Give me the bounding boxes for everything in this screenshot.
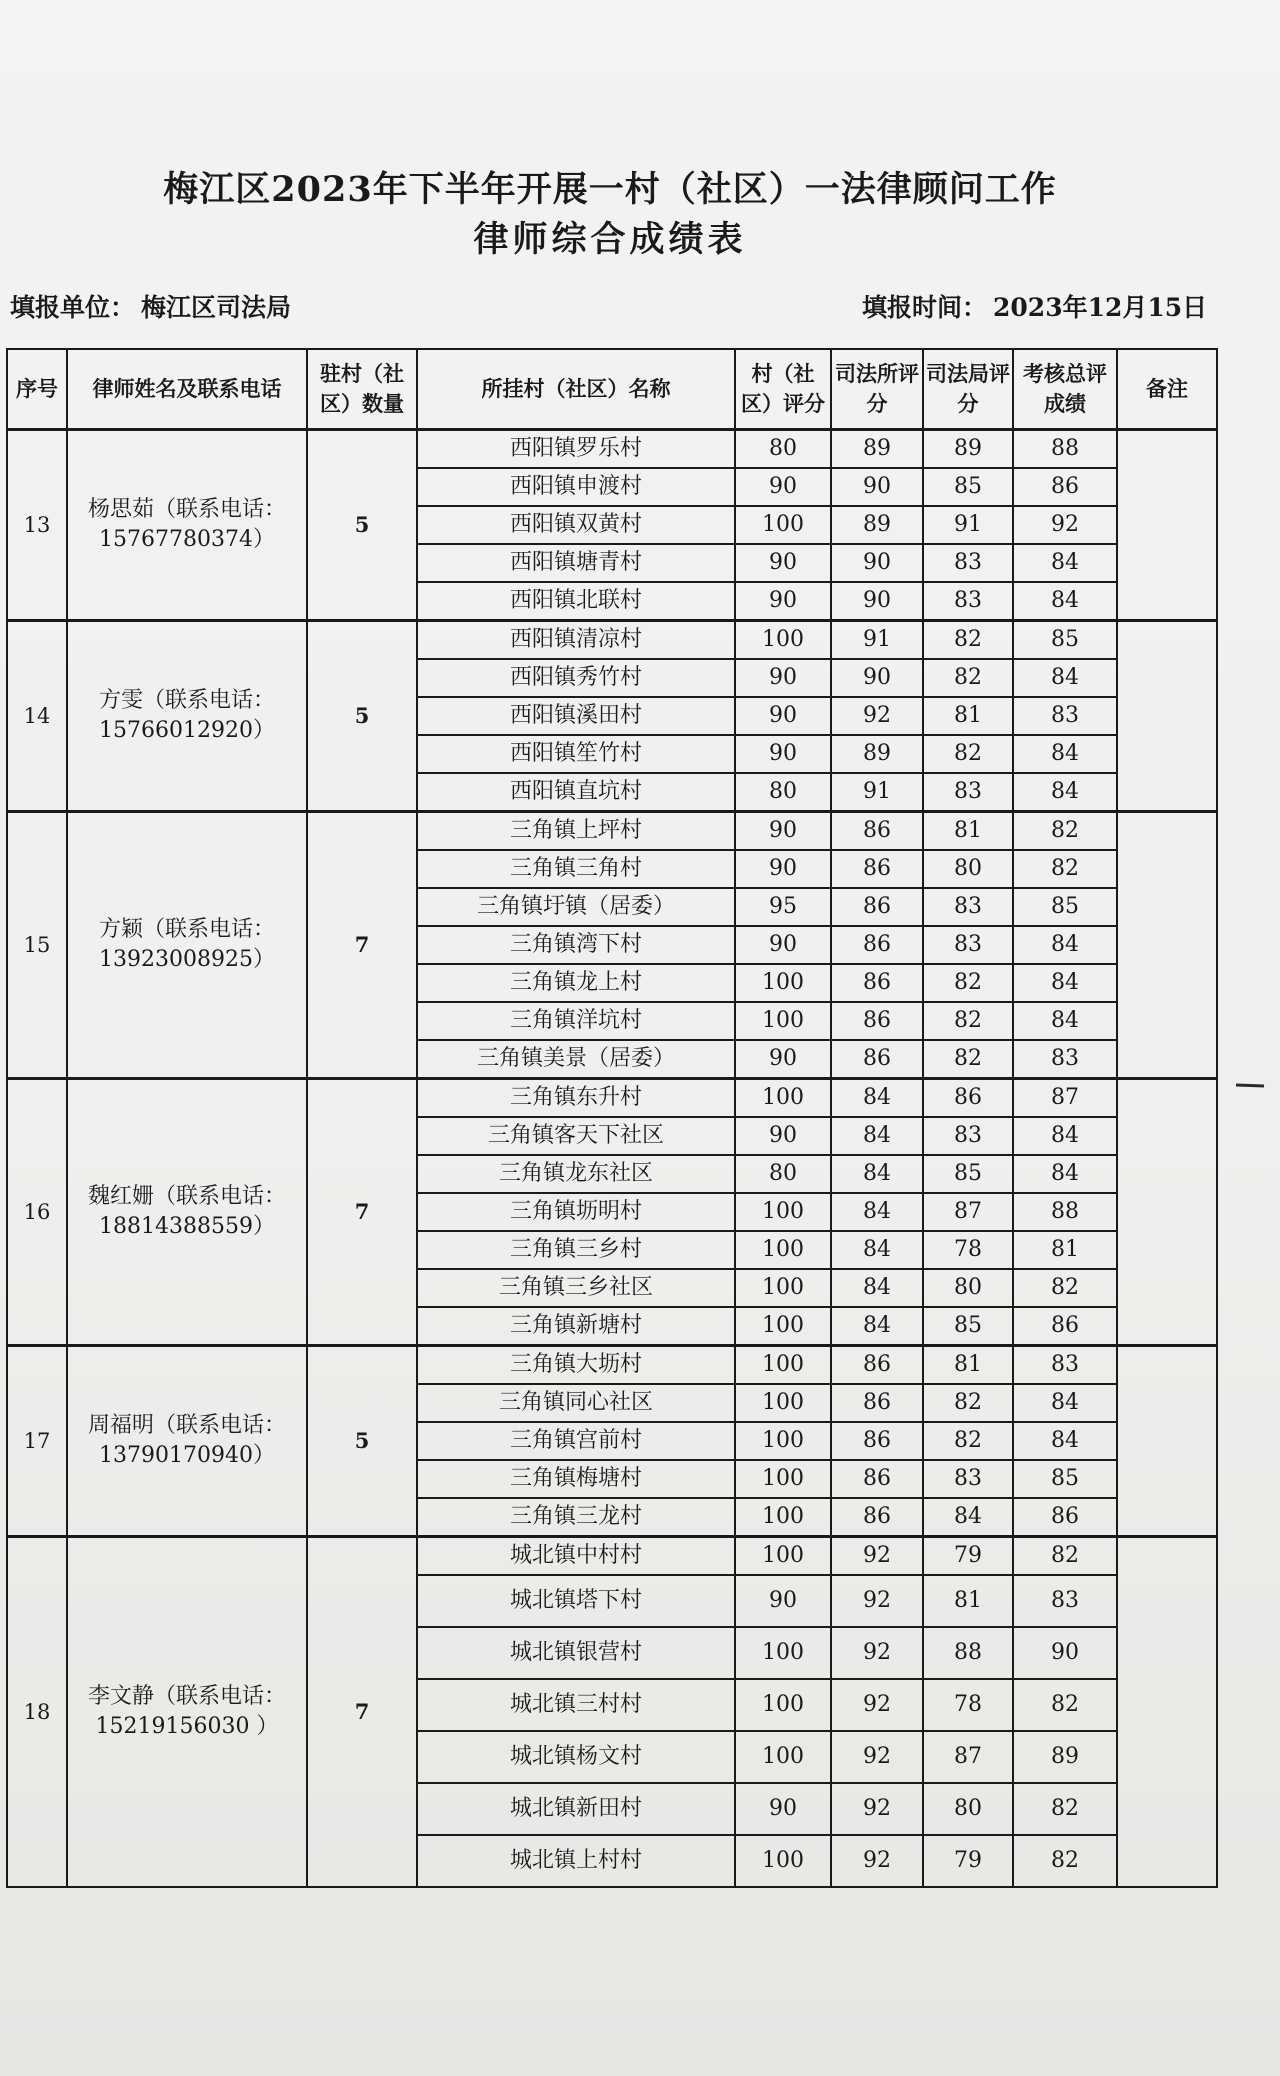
bureau-score-cell: 89 [923, 430, 1013, 469]
total-score-cell: 82 [1013, 1783, 1117, 1835]
bureau-score-cell: 78 [923, 1231, 1013, 1269]
village-score-cell: 90 [735, 735, 831, 773]
bureau-office-score-cell: 84 [831, 1079, 923, 1118]
header-bureau-score: 司法局评分 [923, 349, 1013, 430]
note-cell [1117, 1537, 1217, 1888]
bureau-score-cell: 85 [923, 1155, 1013, 1193]
village-cell: 三角镇洋坑村 [417, 1002, 735, 1040]
total-score-cell: 82 [1013, 1269, 1117, 1307]
bureau-score-cell: 82 [923, 964, 1013, 1002]
bureau-office-score-cell: 90 [831, 468, 923, 506]
total-score-cell: 84 [1013, 1002, 1117, 1040]
bureau-score-cell: 82 [923, 659, 1013, 697]
bureau-score-cell: 81 [923, 697, 1013, 735]
village-cell: 城北镇银营村 [417, 1627, 735, 1679]
total-score-cell: 84 [1013, 1155, 1117, 1193]
lawyer-cell: 方颖（联系电话：13923008925） [67, 812, 307, 1079]
bureau-office-score-cell: 89 [831, 506, 923, 544]
bureau-score-cell: 83 [923, 544, 1013, 582]
lawyer-cell: 李文静（联系电话：15219156030 ） [67, 1537, 307, 1888]
bureau-office-score-cell: 84 [831, 1117, 923, 1155]
total-score-cell: 86 [1013, 468, 1117, 506]
reporting-unit [10, 288, 291, 324]
header-seq: 序号 [7, 349, 67, 430]
bureau-office-score-cell: 84 [831, 1307, 923, 1346]
village-cell: 城北镇中村村 [417, 1537, 735, 1576]
bureau-score-cell: 91 [923, 506, 1013, 544]
bureau-score-cell: 84 [923, 1498, 1013, 1537]
total-score-cell: 82 [1013, 850, 1117, 888]
bureau-score-cell: 85 [923, 1307, 1013, 1346]
bureau-office-score-cell: 86 [831, 888, 923, 926]
header-note: 备注 [1117, 349, 1217, 430]
table-row [7, 621, 1217, 660]
bureau-office-score-cell: 86 [831, 1460, 923, 1498]
note-cell [1117, 621, 1217, 812]
village-cell: 西阳镇申渡村 [417, 468, 735, 506]
bureau-office-score-cell: 92 [831, 1679, 923, 1731]
bureau-office-score-cell: 86 [831, 1384, 923, 1422]
village-cell: 三角镇三乡社区 [417, 1269, 735, 1307]
bureau-office-score-cell: 90 [831, 544, 923, 582]
total-score-cell: 85 [1013, 888, 1117, 926]
total-score-cell: 83 [1013, 1346, 1117, 1385]
bureau-score-cell: 85 [923, 468, 1013, 506]
village-score-cell: 80 [735, 773, 831, 812]
village-score-cell: 90 [735, 1117, 831, 1155]
village-score-cell: 100 [735, 1731, 831, 1783]
bureau-score-cell: 82 [923, 735, 1013, 773]
total-score-cell: 82 [1013, 812, 1117, 851]
bureau-office-score-cell: 92 [831, 1537, 923, 1576]
note-cell [1117, 1079, 1217, 1346]
village-score-cell: 100 [735, 1679, 831, 1731]
bureau-score-cell: 83 [923, 1117, 1013, 1155]
village-score-cell: 100 [735, 1537, 831, 1576]
count-cell: 7 [307, 812, 417, 1079]
total-score-cell: 92 [1013, 506, 1117, 544]
village-score-cell: 90 [735, 850, 831, 888]
total-score-cell: 82 [1013, 1679, 1117, 1731]
bureau-office-score-cell: 84 [831, 1231, 923, 1269]
village-cell: 三角镇龙东社区 [417, 1155, 735, 1193]
reporting-date-label: 填报时间： [862, 293, 988, 322]
bureau-score-cell: 80 [923, 1783, 1013, 1835]
village-cell: 三角镇龙上村 [417, 964, 735, 1002]
table-row [7, 812, 1217, 851]
bureau-office-score-cell: 86 [831, 812, 923, 851]
lawyer-cell: 方雯（联系电话：15766012920） [67, 621, 307, 812]
note-cell [1117, 1346, 1217, 1537]
bureau-score-cell: 80 [923, 850, 1013, 888]
bureau-score-cell: 86 [923, 1079, 1013, 1118]
bureau-office-score-cell: 91 [831, 773, 923, 812]
village-cell: 三角镇同心社区 [417, 1384, 735, 1422]
seq-cell: 15 [7, 812, 67, 1079]
village-cell: 三角镇三乡村 [417, 1231, 735, 1269]
note-cell [1117, 430, 1217, 621]
village-score-cell: 90 [735, 544, 831, 582]
total-score-cell: 84 [1013, 582, 1117, 621]
village-score-cell: 80 [735, 430, 831, 469]
village-score-cell: 90 [735, 812, 831, 851]
total-score-cell: 90 [1013, 1627, 1117, 1679]
village-score-cell: 90 [735, 1040, 831, 1079]
seq-cell: 14 [7, 621, 67, 812]
bureau-score-cell: 80 [923, 1269, 1013, 1307]
header-count: 驻村（社区）数量 [307, 349, 417, 430]
bureau-office-score-cell: 86 [831, 926, 923, 964]
village-score-cell: 100 [735, 1307, 831, 1346]
seq-cell: 17 [7, 1346, 67, 1537]
village-cell: 城北镇上村村 [417, 1835, 735, 1887]
total-score-cell: 84 [1013, 1384, 1117, 1422]
document-subtitle: 律师综合成绩表 [473, 219, 747, 260]
village-score-cell: 100 [735, 1422, 831, 1460]
bureau-score-cell: 82 [923, 621, 1013, 660]
bureau-office-score-cell: 84 [831, 1193, 923, 1231]
village-score-cell: 95 [735, 888, 831, 926]
reporting-unit-value: 梅江区司法局 [141, 293, 292, 322]
header-total: 考核总评成绩 [1013, 349, 1117, 430]
village-cell: 西阳镇塘青村 [417, 544, 735, 582]
bureau-office-score-cell: 86 [831, 1002, 923, 1040]
village-cell: 三角镇美景（居委） [417, 1040, 735, 1079]
bureau-score-cell: 79 [923, 1537, 1013, 1576]
bureau-score-cell: 82 [923, 1002, 1013, 1040]
bureau-office-score-cell: 89 [831, 735, 923, 773]
lawyer-cell: 魏红姗（联系电话：18814388559） [67, 1079, 307, 1346]
village-cell: 三角镇湾下村 [417, 926, 735, 964]
bureau-office-score-cell: 84 [831, 1155, 923, 1193]
total-score-cell: 84 [1013, 659, 1117, 697]
bureau-score-cell: 82 [923, 1422, 1013, 1460]
village-score-cell: 100 [735, 1269, 831, 1307]
bureau-score-cell: 78 [923, 1679, 1013, 1731]
village-score-cell: 100 [735, 621, 831, 660]
village-score-cell: 90 [735, 1575, 831, 1627]
seq-cell: 16 [7, 1079, 67, 1346]
document-title: 梅江区2023年下半年开展一村（社区）一法律顾问工作 [163, 169, 1057, 210]
village-cell: 三角镇东升村 [417, 1079, 735, 1118]
bureau-score-cell: 83 [923, 926, 1013, 964]
total-score-cell: 84 [1013, 544, 1117, 582]
village-cell: 西阳镇秀竹村 [417, 659, 735, 697]
village-cell: 三角镇三角村 [417, 850, 735, 888]
bureau-score-cell: 81 [923, 812, 1013, 851]
village-cell: 三角镇梅塘村 [417, 1460, 735, 1498]
village-cell: 西阳镇清凉村 [417, 621, 735, 660]
total-score-cell: 82 [1013, 1537, 1117, 1576]
bureau-score-cell: 81 [923, 1575, 1013, 1627]
lawyer-cell: 杨思茹（联系电话：15767780374） [67, 430, 307, 621]
total-score-cell: 88 [1013, 430, 1117, 469]
bureau-score-cell: 83 [923, 1460, 1013, 1498]
total-score-cell: 84 [1013, 926, 1117, 964]
village-score-cell: 90 [735, 468, 831, 506]
header-village-score: 村（社区）评分 [735, 349, 831, 430]
seq-cell: 18 [7, 1537, 67, 1888]
village-score-cell: 100 [735, 1835, 831, 1887]
count-cell: 7 [307, 1079, 417, 1346]
village-score-cell: 90 [735, 926, 831, 964]
village-cell: 三角镇三龙村 [417, 1498, 735, 1537]
header-bureau-office-score: 司法所评分 [831, 349, 923, 430]
reporting-date [862, 288, 1207, 324]
lawyer-cell: 周福明（联系电话：13790170940） [67, 1346, 307, 1537]
header-village: 所挂村（社区）名称 [417, 349, 735, 430]
bureau-score-cell: 83 [923, 773, 1013, 812]
total-score-cell: 84 [1013, 964, 1117, 1002]
total-score-cell: 85 [1013, 621, 1117, 660]
total-score-cell: 86 [1013, 1307, 1117, 1346]
bureau-office-score-cell: 86 [831, 1346, 923, 1385]
table-row [7, 1079, 1217, 1118]
village-score-cell: 80 [735, 1155, 831, 1193]
bureau-office-score-cell: 91 [831, 621, 923, 660]
count-cell: 5 [307, 1346, 417, 1537]
village-cell: 城北镇新田村 [417, 1783, 735, 1835]
total-score-cell: 88 [1013, 1193, 1117, 1231]
bureau-office-score-cell: 86 [831, 1498, 923, 1537]
village-score-cell: 100 [735, 1498, 831, 1537]
bureau-score-cell: 83 [923, 582, 1013, 621]
total-score-cell: 82 [1013, 1835, 1117, 1887]
bureau-office-score-cell: 92 [831, 1575, 923, 1627]
total-score-cell: 83 [1013, 697, 1117, 735]
bureau-office-score-cell: 86 [831, 964, 923, 1002]
count-cell: 5 [307, 430, 417, 621]
village-score-cell: 100 [735, 964, 831, 1002]
total-score-cell: 84 [1013, 1117, 1117, 1155]
village-score-cell: 90 [735, 582, 831, 621]
village-cell: 西阳镇罗乐村 [417, 430, 735, 469]
note-cell [1117, 812, 1217, 1079]
bureau-score-cell: 83 [923, 888, 1013, 926]
village-cell: 西阳镇溪田村 [417, 697, 735, 735]
total-score-cell: 84 [1013, 735, 1117, 773]
village-cell: 三角镇上坪村 [417, 812, 735, 851]
seq-cell: 13 [7, 430, 67, 621]
village-cell: 西阳镇笙竹村 [417, 735, 735, 773]
bureau-office-score-cell: 90 [831, 659, 923, 697]
bureau-office-score-cell: 90 [831, 582, 923, 621]
total-score-cell: 83 [1013, 1575, 1117, 1627]
total-score-cell: 89 [1013, 1731, 1117, 1783]
bureau-score-cell: 81 [923, 1346, 1013, 1385]
bureau-office-score-cell: 86 [831, 1422, 923, 1460]
village-cell: 三角镇坜明村 [417, 1193, 735, 1231]
village-score-cell: 100 [735, 506, 831, 544]
village-cell: 三角镇新塘村 [417, 1307, 735, 1346]
village-score-cell: 100 [735, 1384, 831, 1422]
village-cell: 城北镇三村村 [417, 1679, 735, 1731]
total-score-cell: 83 [1013, 1040, 1117, 1079]
village-score-cell: 90 [735, 659, 831, 697]
bureau-score-cell: 88 [923, 1627, 1013, 1679]
reporting-unit-label: 填报单位： [10, 293, 136, 322]
village-cell: 西阳镇直坑村 [417, 773, 735, 812]
bureau-score-cell: 87 [923, 1731, 1013, 1783]
village-cell: 城北镇杨文村 [417, 1731, 735, 1783]
village-score-cell: 100 [735, 1079, 831, 1118]
village-score-cell: 90 [735, 697, 831, 735]
bureau-score-cell: 82 [923, 1040, 1013, 1079]
bureau-office-score-cell: 89 [831, 430, 923, 469]
bureau-office-score-cell: 84 [831, 1269, 923, 1307]
village-score-cell: 100 [735, 1627, 831, 1679]
bureau-office-score-cell: 86 [831, 850, 923, 888]
village-cell: 三角镇宫前村 [417, 1422, 735, 1460]
village-score-cell: 100 [735, 1002, 831, 1040]
bureau-office-score-cell: 92 [831, 1627, 923, 1679]
total-score-cell: 81 [1013, 1231, 1117, 1269]
table-row [7, 1346, 1217, 1385]
table-body [7, 430, 1217, 1888]
total-score-cell: 84 [1013, 1422, 1117, 1460]
bureau-office-score-cell: 92 [831, 1731, 923, 1783]
total-score-cell: 87 [1013, 1079, 1117, 1118]
village-cell: 三角镇圩镇（居委） [417, 888, 735, 926]
header-lawyer: 律师姓名及联系电话 [67, 349, 307, 430]
village-score-cell: 100 [735, 1193, 831, 1231]
total-score-cell: 86 [1013, 1498, 1117, 1537]
score-table [6, 348, 1218, 1888]
bureau-score-cell: 82 [923, 1384, 1013, 1422]
table-row [7, 430, 1217, 469]
bureau-office-score-cell: 86 [831, 1040, 923, 1079]
bureau-office-score-cell: 92 [831, 697, 923, 735]
bureau-office-score-cell: 92 [831, 1783, 923, 1835]
village-cell: 西阳镇北联村 [417, 582, 735, 621]
village-score-cell: 100 [735, 1346, 831, 1385]
village-cell: 城北镇塔下村 [417, 1575, 735, 1627]
total-score-cell: 85 [1013, 1460, 1117, 1498]
village-cell: 西阳镇双黄村 [417, 506, 735, 544]
table-header [7, 349, 1217, 430]
bureau-score-cell: 87 [923, 1193, 1013, 1231]
village-cell: 三角镇客天下社区 [417, 1117, 735, 1155]
village-score-cell: 90 [735, 1783, 831, 1835]
village-cell: 三角镇大坜村 [417, 1346, 735, 1385]
table-row [7, 1537, 1217, 1576]
total-score-cell: 84 [1013, 773, 1117, 812]
bureau-score-cell: 79 [923, 1835, 1013, 1887]
bureau-office-score-cell: 92 [831, 1835, 923, 1887]
village-score-cell: 100 [735, 1460, 831, 1498]
count-cell: 5 [307, 621, 417, 812]
village-score-cell: 100 [735, 1231, 831, 1269]
count-cell: 7 [307, 1537, 417, 1888]
reporting-date-value: 2023年12月15日 [993, 293, 1208, 322]
